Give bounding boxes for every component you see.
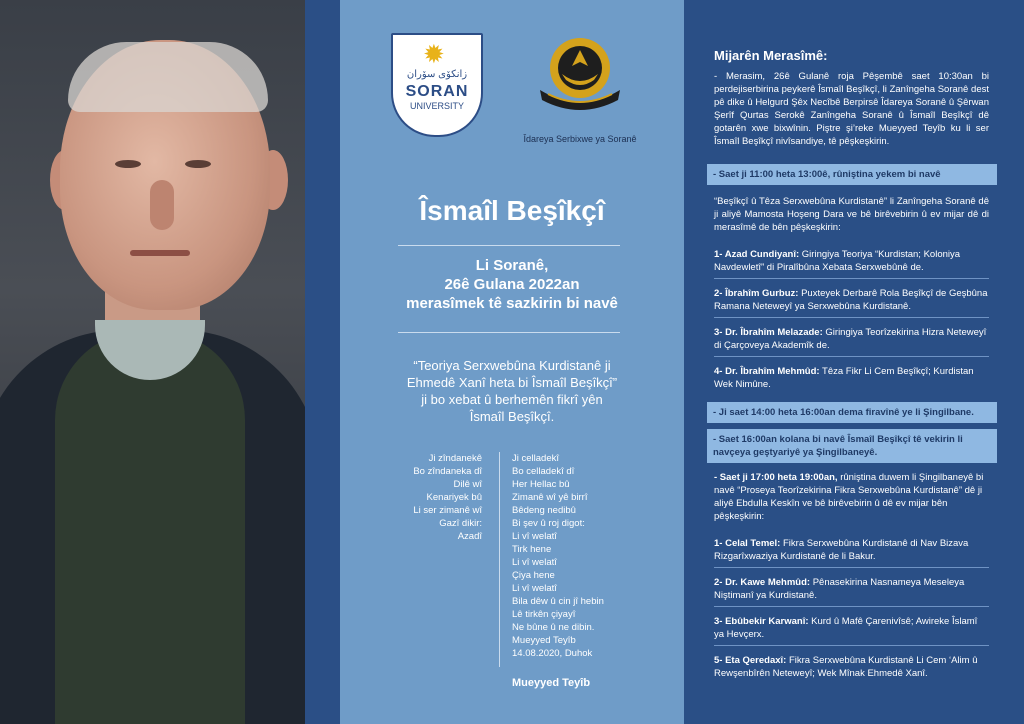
session-1-item [714,326,989,352]
session-1-item [714,287,989,313]
lunch-band: - Ji saet 14:00 heta 16:00an dema firavînê ye li Şingilbane. [707,402,997,423]
item-topic: Têza Fikr Li Cem Beşîkçî; Kurdistan Wek Nimûne. [714,366,974,390]
poem-right-column [512,452,642,660]
hair [68,42,268,112]
item-speaker: 5- Eta Qeredaxî: [714,655,787,666]
item-speaker: 1- Celal Temel: [714,538,781,549]
session-1-item [714,365,989,391]
poem-line: 14.08.2020, Duhok [512,648,593,659]
poem-line: Li vî welatî [512,583,557,594]
program-intro: - Merasim, 26ê Gulanê roja Pêşembê saet 10:30an bi perdejiserbirina peykerê Îsmaîl Beşîkçî, li Zanîngeha Soranê dest pê dike û Helgurd Şêx Necîbê Berpirsê Îdareya Soranê û Şêrwan Şerîf Qurtas Serokê Zanîngeha Soranê û Îsmaîl Beşîkçî dê gotarên xwe bixwînin. Piştre şi’reke Mueyyed Teyîb ku li ser Îsmaîl Beşîkçî nivîsandiye, tê pêşkeşkirin. [714,71,989,147]
item-topic: Giringiya Teoriya “Kurdistan; Koloniya Navdewletî” di Piralîbûna Xebata Serxwebûnê de. [714,249,961,273]
poem-line: Ji zîndanekê [428,453,482,464]
item-divider [714,317,989,318]
poem-line: Li vî welatî [512,531,557,542]
quote-line-3: ji bo xebat û berhemên fikrî yên [421,392,603,407]
item-topic: Pênasekirina Nasnameya Meseleya Niştimanî ya Kurdistanê. [714,577,965,601]
subtitle-line-2: 26ê Gulana 2022an [444,276,580,293]
session-2-item [714,537,989,563]
item-divider [714,645,989,646]
poem-line: Bi şev û roj digot: [512,518,585,529]
quote-line-2: Ehmedê Xanî heta bi Îsmaîl Beşîkçî” [406,375,618,390]
session-2-item [714,654,989,680]
poem-line: Kenariyek bû [426,492,482,503]
divider-bottom [398,332,620,333]
poem-line: Tirk hene [512,544,552,555]
left-eye [115,160,141,168]
item-speaker: 4- Dr. Îbrahîm Mehmûd: [714,366,820,377]
poem-line: Çiya hene [512,570,555,581]
program-heading: Mijarên Merasîmê: [714,48,828,63]
poem-line: Bo celladekî dî [512,466,575,477]
center-panel [340,0,684,724]
event-quote [360,357,664,425]
university-arabic: زانكۆی سۆران [406,69,468,80]
session-2-text [714,471,989,523]
poem-line: Li ser zimanê wî [413,505,482,516]
divider-top [398,245,620,246]
poem-line: Lê tirkên çiyayî [512,609,576,620]
session-1-text: “Beşîkçî û Têza Serxwebûna Kurdistanê” li Zanîngeha Soranê dê ji aliyê Mamosta Hoşeng Dara ve bê birêvebirin û ev mijar dê di merasîmê de bên pêşkeşkirin: [714,196,989,233]
item-speaker: 2- Dr. Kawe Mehmûd: [714,577,811,588]
item-topic: Fikra Serxwebûna Kurdistanê Li Cem ‘Alim û Rewşenbîrên Neteweyî; Wek Mînak Ehmedê Xanî. [714,655,978,679]
subtitle-line-1: Li Soranê, [475,257,549,274]
poem-author: Mueyyed Teyîb [512,677,591,689]
subtitle-line-3: merasîmek tê sazkirin bi navê [406,295,618,312]
item-divider [714,356,989,357]
quote-line-1: “Teoriya Serxwebûna Kurdistanê ji [413,358,611,373]
session-2-desc: rûniştina duwem li Şingilbaneyê bi navê “Proseya Teorîzekirina Fikra Serxwebûna Kurdistanê” dê ji aliyê Ebdulla Keskîn ve bê birêvebirin û dê ev mijar bên pêşkeşkirin: [714,472,984,522]
program-panel [684,0,1024,724]
soran-university-logo [391,33,483,137]
blue-stripe [305,0,340,724]
sweater [55,330,245,724]
poem-line: Zimanê wî yê birrî [512,492,588,503]
krg-caption: Îdareya Serbixwe ya Soranê [523,134,637,144]
poem-line: Dilê wî [453,479,482,490]
item-divider [714,567,989,568]
item-divider [714,278,989,279]
mouth [130,250,190,256]
event-subtitle [340,256,684,313]
portrait-photo [0,0,340,724]
poem-line: Ne bûne û ne dibin. [512,622,595,633]
session-1-band: - Saet ji 11:00 heta 13:00ê, rûniştina yekem bi navê [707,164,997,185]
item-speaker: 3- Dr. Îbrahîm Melazade: [714,327,823,338]
sun-icon: ✹ [423,39,445,69]
item-speaker: 2- Îbrahîm Gurbuz: [714,288,799,299]
quote-line-4: Îsmaîl Beşîkçî. [469,409,555,424]
poem-divider [499,452,500,667]
poem-left-column [400,452,482,543]
item-topic: Puxteyek Derbarê Rola Beşîkçî de Geşbûna Ramana Neteweyî ya Serxwebûna Kurdistanê. [714,288,988,312]
item-topic: Kurd û Mafê Çarenivîsê; Awireke Îslamî ya Hevçerx. [714,616,978,640]
session-1-item [714,248,989,274]
session-2-lead: - Saet ji 17:00 heta 19:00an, [714,472,838,483]
street-opening-band: - Saet 16:00an kolana bi navê Îsmaîl Beşîkçî tê vekirin li navçeya geştyariyê ya Şingilbaneyê. [707,429,997,463]
right-eye [185,160,211,168]
poem-line: Bêdeng nedibû [512,505,576,516]
poem-line: Bo zîndaneka dî [413,466,482,477]
poem-line: Her Hellac bû [512,479,570,490]
poem-line: Gazî dikir: [439,518,482,529]
nose [150,180,174,230]
poem-line: Bila dêw û cin jî hebin [512,596,604,607]
page-title: Îsmaîl Beşîkçî [419,195,605,226]
item-divider [714,606,989,607]
session-2-item [714,576,989,602]
krg-seal-icon [532,30,628,118]
poem-line: Mueyyed Teyîb [512,635,576,646]
item-topic: Fikra Serxwebûna Kurdistanê di Nav Bizava Rizgarîxwaziya Kurdistanê de li Bakur. [714,538,969,562]
poem-line: Li vî welatî [512,557,557,568]
item-speaker: 1- Azad Cundiyanî: [714,249,800,260]
item-topic: Giringiya Teorîzekirina Hizra Neteweyî di Çarçoveya Akademîk de. [714,327,987,351]
poem-line: Ji celladekî [512,453,559,464]
university-subtitle: UNIVERSITY [409,101,464,111]
item-speaker: 3- Ebûbekir Karwanî: [714,616,809,627]
session-2-item [714,615,989,641]
university-name: SORAN [405,83,469,100]
poem-line: Azadî [457,531,482,542]
